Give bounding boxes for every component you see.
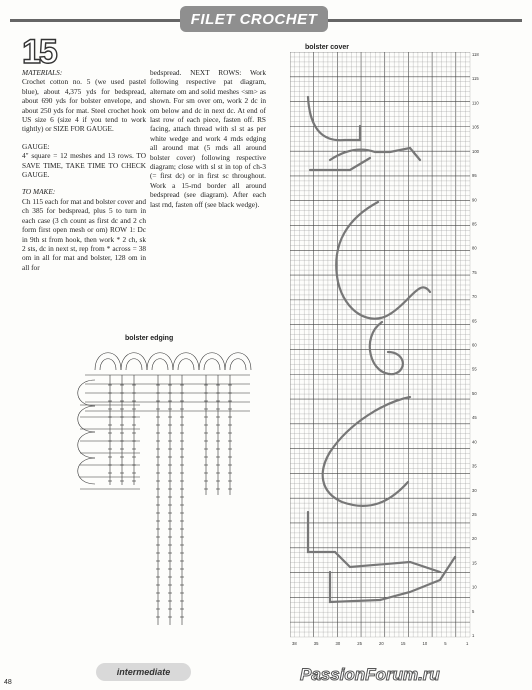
row-number-label: 105 — [472, 124, 479, 130]
materials-heading: MATERIALS: — [22, 68, 63, 77]
edging-scallop-inner — [152, 359, 168, 370]
row-number-label: 55 — [472, 366, 477, 372]
column-number-label: 10 — [422, 641, 428, 646]
row-number-label: 5 — [472, 608, 475, 614]
column-number-label: 20 — [379, 641, 384, 646]
row-number-label: 45 — [472, 415, 477, 421]
row-number-label: 50 — [472, 390, 477, 396]
row-number-label: 30 — [472, 487, 477, 493]
edging-scallop — [95, 353, 121, 370]
gauge-heading: GAUGE: — [22, 141, 50, 151]
edging-scallop — [78, 432, 95, 458]
edging-scallop-inner — [230, 359, 246, 370]
column-number-label: 38 — [292, 641, 297, 646]
pattern-number: 15 — [22, 33, 56, 71]
motif-bird-top — [308, 97, 360, 140]
column-number-label: 30 — [335, 641, 341, 646]
edging-scallop-inner — [100, 359, 116, 370]
motif-swirl — [323, 397, 410, 506]
edging-scallop — [78, 458, 95, 484]
row-number-label: 95 — [472, 173, 477, 179]
edging-scallop — [225, 353, 251, 370]
page-number: 48 — [4, 679, 12, 686]
watermark: PassionForum.ru — [300, 665, 440, 684]
row-number-label: 100 — [472, 148, 479, 154]
edging-scallop — [147, 353, 173, 370]
row-number-label: 70 — [472, 294, 477, 300]
row-number-label: 20 — [472, 536, 477, 542]
edging-scallop-inner — [178, 359, 194, 370]
column-number-label: 5 — [444, 641, 447, 646]
row-number-label: 10 — [472, 584, 477, 590]
row-number-label: 75 — [472, 269, 477, 275]
edging-scallop — [199, 353, 225, 370]
instructions-continued: bedspread. NEXT ROWS: Work following respective pat diagram, alternate om and solid meshes <sm> as shown. For sm over om, work 2 dc in om below and dc in next dc. At end of last row of each piece, fasten off. RS facing, attach thread with sl st as per white wedge and work 4 rnds edging all around mat (5 rnds all around bolster cover) following respective diagram; close with sl st in top of ch-3 (= first dc) or in first sc throughout. Work a 15-rnd border all around bedspread (see diagram). After each last rnd, fasten off (see black wedge). — [150, 68, 266, 209]
edging-scallop-inner — [204, 359, 220, 370]
column-number-label: 1 — [466, 641, 469, 646]
row-number-label: 25 — [472, 511, 477, 517]
bolster-edging-diagram — [70, 345, 255, 645]
row-number-label: 15 — [472, 560, 477, 566]
row-number-label: 60 — [472, 342, 477, 348]
make-text: Ch 115 each for mat and bolster cover and ch 385 for bedspread, plus 5 to turn in each case (3 ch count as first dc and 2 ch form first open mesh or om) ROW 1: Dc in 9th st from hook, then work * 2 ch, sk 2 sts, dc in next st, rep from * across = 38 om in all for mat and bolster, 128 om in all for — [22, 196, 146, 272]
instructions-column-1 — [22, 68, 146, 280]
instructions-column-2 — [150, 68, 266, 217]
row-number-label: 115 — [472, 76, 479, 82]
edging-scallop — [121, 353, 147, 370]
row-number-label: 118 — [472, 52, 479, 57]
materials-text: Crochet cotton no. 5 (we used pastel blue), about 4,375 yds for bedspread, about 690 yds for bolster envelope, and about 250 yds for mat. Steel crochet hook US size 6 (size 4 if you tend to work tightly) or SIZE FOR GAUGE. — [22, 77, 146, 134]
column-number-label: 15 — [400, 641, 406, 646]
motif-bird-wing — [330, 148, 420, 160]
bolster-cover-label: bolster cover — [305, 44, 349, 51]
edging-scallop — [78, 406, 95, 432]
bolster-cover-chart — [290, 52, 480, 650]
edging-scallop — [173, 353, 199, 370]
bolster-edging-label: bolster edging — [125, 335, 174, 342]
column-number-label: 35 — [313, 641, 319, 646]
row-number-label: 40 — [472, 439, 477, 445]
column-number-label: 25 — [357, 641, 362, 646]
skill-level-badge: intermediate — [96, 663, 191, 681]
row-number-label: 35 — [472, 463, 477, 469]
edging-scallop-inner — [126, 359, 142, 370]
motif-spiral — [370, 322, 403, 374]
row-number-label: 85 — [472, 221, 477, 227]
make-heading: TO MAKE: — [22, 187, 56, 197]
row-number-label: 90 — [472, 197, 477, 203]
row-number-label: 65 — [472, 318, 477, 324]
row-number-label: 110 — [472, 100, 479, 106]
row-number-label: 80 — [472, 245, 477, 251]
gauge-text: 4" square = 12 meshes and 13 rows. TO SAVE TIME, TAKE TIME TO CHECK GAUGE. — [22, 151, 146, 180]
row-number-label: 1 — [472, 633, 475, 638]
section-banner: FILET CROCHET — [180, 6, 328, 32]
